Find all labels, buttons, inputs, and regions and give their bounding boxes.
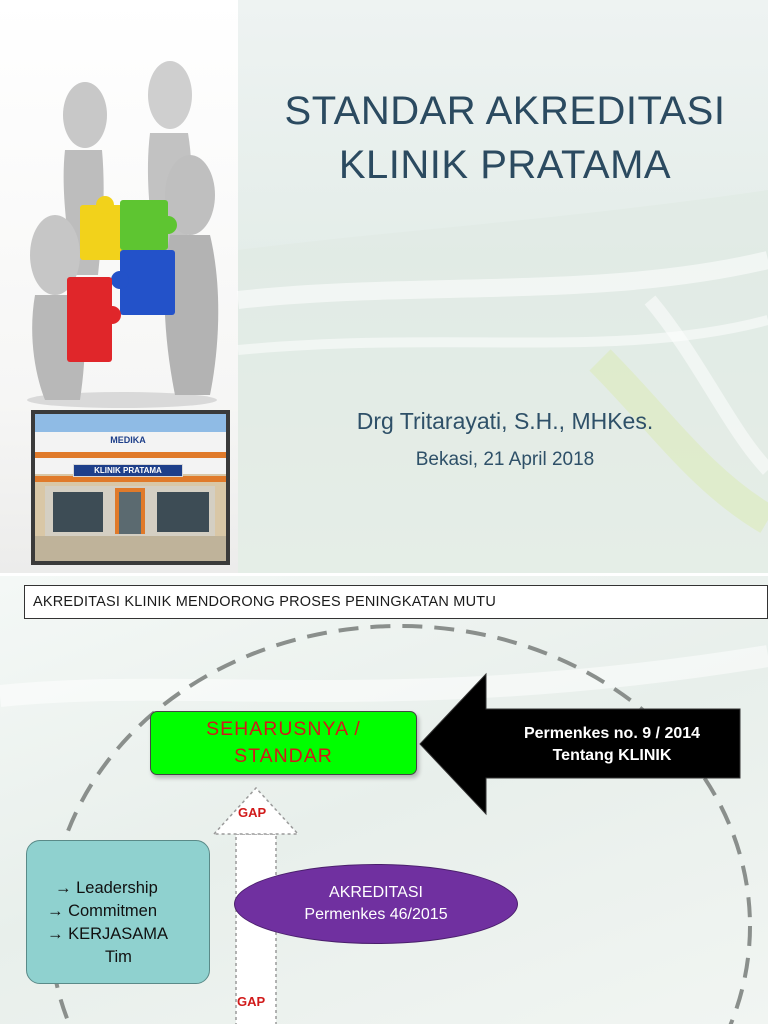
standard-line-2: STANDAR <box>234 745 333 767</box>
slide-header-text: AKREDITASI KLINIK MENDORONG PROSES PENINGKATAN MUTU <box>33 594 496 610</box>
oval-line-2: Permenkes 46/2015 <box>304 906 448 923</box>
standard-line-1: SEHARUSNYA / <box>206 718 361 740</box>
author-name: Drg Tritarayati, S.H., MHKes. <box>356 408 654 434</box>
permenkes-line-1: Permenkes no. 9 / 2014 <box>523 725 701 742</box>
gap-label-top: GAP <box>238 805 267 820</box>
leadership-item-4: Tim <box>105 948 132 966</box>
title-line-2: KLINIK PRATAMA <box>338 143 672 187</box>
arrow-right-icon: → <box>47 902 69 920</box>
leadership-box <box>26 840 210 984</box>
clinic-photo-frame <box>31 410 230 565</box>
permenkes-line-2: Tentang KLINIK <box>552 747 672 764</box>
clinic-logo-text: MEDIKA <box>110 435 146 445</box>
slide-title <box>250 84 760 192</box>
akreditasi-oval <box>234 864 518 944</box>
slide-header-box <box>24 585 768 619</box>
content-slide <box>0 576 768 1024</box>
clinic-sign: KLINIK PRATAMA <box>73 464 183 477</box>
leadership-item-3: → KERJASAMA <box>47 925 169 943</box>
arrow-right-icon: → <box>55 879 77 897</box>
permenkes-arrow-text <box>484 723 740 767</box>
arrow-right-icon: → <box>47 925 69 943</box>
oval-line-1: AKREDITASI <box>329 884 423 901</box>
standard-box <box>150 711 417 775</box>
gap-label-bottom: GAP <box>237 994 266 1009</box>
title-line-1: STANDAR AKREDITASI <box>284 89 726 133</box>
puzzle-people-illustration <box>10 55 235 410</box>
leadership-item-1: → Leadership <box>55 879 158 897</box>
leadership-item-2: → Commitmen <box>47 902 158 920</box>
presentation-date: Bekasi, 21 April 2018 <box>415 449 595 470</box>
